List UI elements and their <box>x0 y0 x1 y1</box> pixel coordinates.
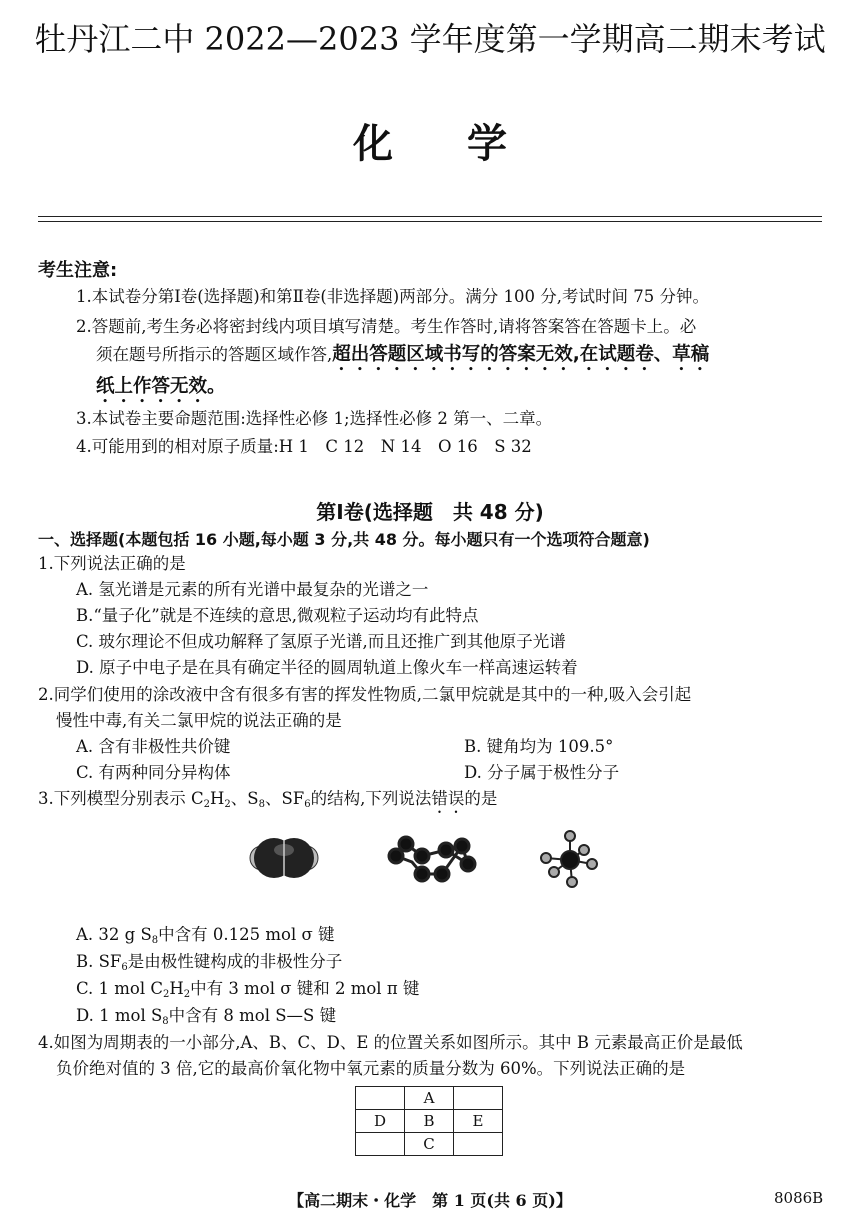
periodic-table-fragment <box>355 1086 503 1156</box>
note-1: 1.本试卷分第Ⅰ卷(选择题)和第Ⅱ卷(非选择题)两部分。满分 100 分,考试时间 75 分钟。 <box>76 287 709 306</box>
q3-option-d: D. 1 mol $S_8$中含有 8 mol S—S 键 <box>76 1006 337 1027</box>
divider-bottom <box>38 221 822 222</box>
q4-stem-2: 负价绝对值的 3 倍,它的最高价氧化物中氧元素的质量分数为 60%。下列说法正确的是 <box>56 1059 686 1078</box>
note-4: 4.可能用到的相对原子质量:H 1 C 12 N 14 O 16 S 32 <box>76 437 532 456</box>
divider-top <box>38 216 822 217</box>
q3-emphasis: 错误 <box>431 789 465 808</box>
page-footer: 【高二期末・化学 第 1 页(共 6 页)】 <box>288 1191 572 1210</box>
q2-option-a: A. 含有非极性共价键 <box>76 737 231 756</box>
c2h2-model <box>250 838 318 878</box>
q3-option-a: A. 32 g $S_8$中含有 0.125 mol σ 键 <box>76 925 335 946</box>
q2-stem-2: 慢性中毒,有关二氯甲烷的说法正确的是 <box>56 711 342 730</box>
subject-title: 化 学 <box>353 121 507 167</box>
note-2-line-1: 2.答题前,考生务必将密封线内项目填写清楚。考生作答时,请将答案答在答题卡上。必 <box>76 317 697 336</box>
q4-stem-1: 4.如图为周期表的一小部分,A、B、C、D、E 的位置关系如图所示。其中 B 元素最高正价是最低 <box>38 1033 743 1052</box>
note-2-emphasis: 超出答题区域书写的答案无效,在试题卷、草稿 <box>332 344 710 365</box>
paper-code: 8086B <box>774 1189 824 1207</box>
q3-stem: 3.下列模型分别表示 $C_2H_2$、$S_8$、$SF_6$的结构,下列说法错误的是 <box>38 789 498 810</box>
cell-empty <box>356 1087 405 1110</box>
q1-option-a: A. 氢光谱是元素的所有光谱中最复杂的光谱之一 <box>76 580 429 599</box>
note-2-line-3 <box>96 376 226 407</box>
q3-option-b: B. $SF_6$是由极性键构成的非极性分子 <box>76 952 343 973</box>
notes-heading: 考生注意: <box>38 260 118 281</box>
q2-option-b: B. 键角均为 109.5° <box>464 737 614 756</box>
note-3: 3.本试卷主要命题范围:选择性必修 1;选择性必修 2 第一、二章。 <box>76 409 553 428</box>
q3-option-c: C. 1 mol $C_2H_2$中有 3 mol σ 键和 2 mol π 键 <box>76 979 420 1000</box>
cell-d: D <box>356 1110 405 1133</box>
molecule-models-figure <box>246 830 612 888</box>
q1-option-b: B.“量子化”就是不连续的意思,微观粒子运动均有此特点 <box>76 606 479 625</box>
note-2-line-2 <box>96 344 709 375</box>
cell-empty <box>454 1133 503 1156</box>
exam-title: 牡丹江二中 2022—2023 学年度第一学期高二期末考试 <box>34 20 826 58</box>
s8-model <box>389 837 475 881</box>
note-2-emphasis-end: 纸上作答无效。 <box>96 376 226 397</box>
cell-empty <box>454 1087 503 1110</box>
q2-option-c: C. 有两种同分异构体 <box>76 763 231 782</box>
cell-e: E <box>454 1110 503 1133</box>
cell-b: B <box>405 1110 454 1133</box>
sf6-model <box>541 831 597 887</box>
cell-empty <box>356 1133 405 1156</box>
q1-stem: 1.下列说法正确的是 <box>38 554 186 573</box>
q2-stem-1: 2.同学们使用的涂改液中含有很多有害的挥发性物质,二氯甲烷就是其中的一种,吸入会引起 <box>38 685 692 704</box>
note-2-plain: 须在题号所指示的答题区域作答, <box>96 345 333 364</box>
q2-option-d: D. 分子属于极性分子 <box>464 763 620 782</box>
cell-a: A <box>405 1087 454 1110</box>
q1-option-c: C. 玻尔理论不但成功解释了氢原子光谱,而且还推广到其他原子光谱 <box>76 632 566 651</box>
section-instruction: 一、选择题(本题包括 16 小题,每小题 3 分,共 48 分。每小题只有一个选项符合题意) <box>38 530 650 549</box>
section-title: 第Ⅰ卷(选择题 共 48 分) <box>316 500 544 524</box>
q1-option-d: D. 原子中电子是在具有确定半径的圆周轨道上像火车一样高速运转着 <box>76 658 578 677</box>
cell-c: C <box>405 1133 454 1156</box>
